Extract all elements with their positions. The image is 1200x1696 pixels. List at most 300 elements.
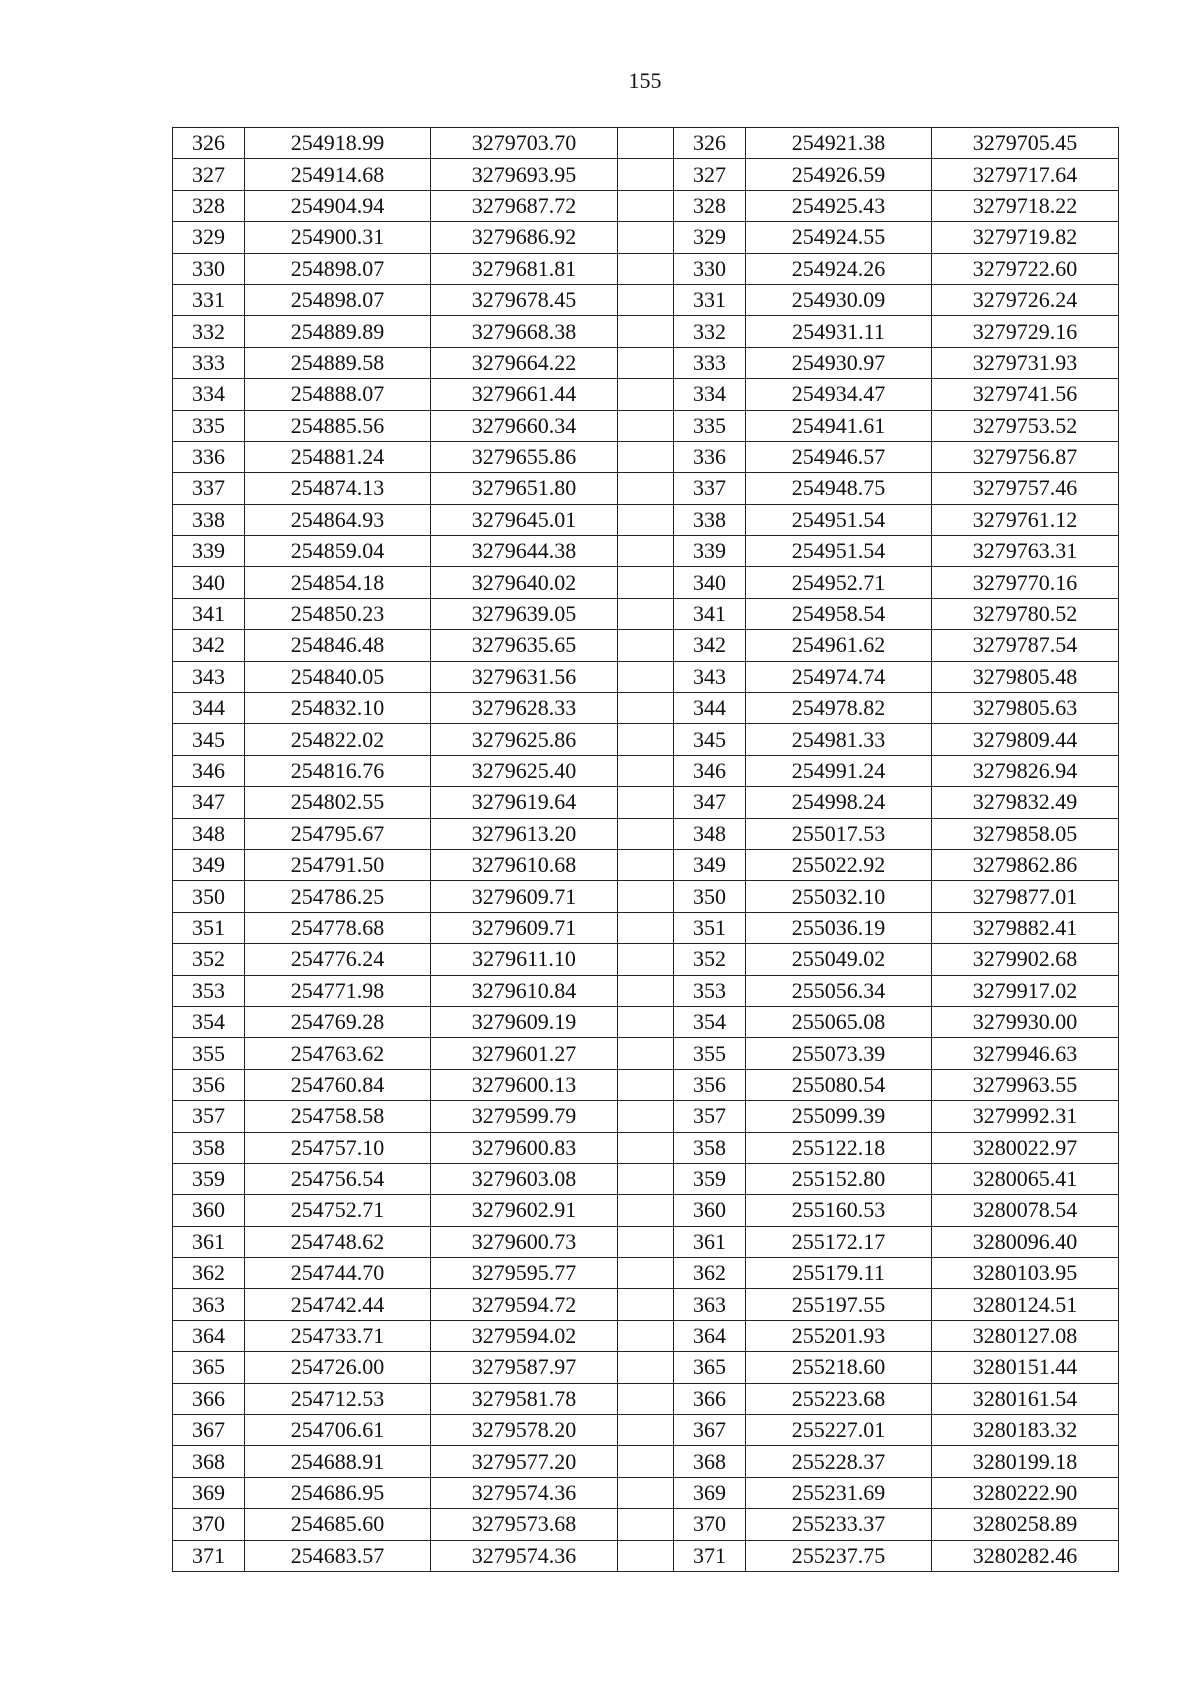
right-y-coordinate-cell: 3279761.12 [932,504,1119,535]
right-x-coordinate-cell: 255223.68 [746,1383,932,1414]
left-x-coordinate-cell: 254706.61 [245,1415,431,1446]
right-point-number-cell: 358 [674,1132,746,1163]
right-point-number-cell: 339 [674,536,746,567]
gap-cell [618,912,674,943]
left-point-number-cell: 357 [173,1101,245,1132]
left-y-coordinate-cell: 3279687.72 [431,190,618,221]
right-x-coordinate-cell: 254941.61 [746,410,932,441]
left-point-number-cell: 327 [173,159,245,190]
right-point-number-cell: 364 [674,1320,746,1351]
left-x-coordinate-cell: 254688.91 [245,1446,431,1477]
gap-cell [618,316,674,347]
right-y-coordinate-cell: 3279832.49 [932,787,1119,818]
right-x-coordinate-cell: 255099.39 [746,1101,932,1132]
coordinates-table-body [173,128,1119,1572]
left-point-number-cell: 353 [173,975,245,1006]
page-number: 155 [628,68,662,93]
coordinates-table [172,127,1119,1572]
right-point-number-cell: 370 [674,1509,746,1540]
left-y-coordinate-cell: 3279678.45 [431,284,618,315]
right-x-coordinate-cell: 254924.26 [746,253,932,284]
table-row [173,128,1119,159]
right-point-number-cell: 361 [674,1226,746,1257]
table-row [173,1038,1119,1069]
right-x-coordinate-cell: 254931.11 [746,316,932,347]
right-point-number-cell: 337 [674,473,746,504]
left-x-coordinate-cell: 254888.07 [245,379,431,410]
right-y-coordinate-cell: 3279757.46 [932,473,1119,504]
right-x-coordinate-cell: 254981.33 [746,724,932,755]
right-point-number-cell: 359 [674,1163,746,1194]
left-y-coordinate-cell: 3279655.86 [431,441,618,472]
left-point-number-cell: 345 [173,724,245,755]
right-point-number-cell: 360 [674,1195,746,1226]
gap-cell [618,818,674,849]
table-row [173,1195,1119,1226]
right-y-coordinate-cell: 3279917.02 [932,975,1119,1006]
left-y-coordinate-cell: 3279610.68 [431,849,618,880]
right-point-number-cell: 363 [674,1289,746,1320]
right-y-coordinate-cell: 3279992.31 [932,1101,1119,1132]
left-x-coordinate-cell: 254757.10 [245,1132,431,1163]
right-x-coordinate-cell: 255237.75 [746,1540,932,1571]
gap-cell [618,536,674,567]
right-x-coordinate-cell: 255233.37 [746,1509,932,1540]
right-point-number-cell: 369 [674,1477,746,1508]
right-x-coordinate-cell: 254991.24 [746,755,932,786]
table-row [173,630,1119,661]
left-x-coordinate-cell: 254686.95 [245,1477,431,1508]
gap-cell [618,222,674,253]
right-x-coordinate-cell: 254934.47 [746,379,932,410]
left-y-coordinate-cell: 3279640.02 [431,567,618,598]
right-point-number-cell: 326 [674,128,746,159]
left-point-number-cell: 370 [173,1509,245,1540]
table-row [173,881,1119,912]
right-y-coordinate-cell: 3279705.45 [932,128,1119,159]
right-point-number-cell: 350 [674,881,746,912]
gap-cell [618,1320,674,1351]
left-point-number-cell: 326 [173,128,245,159]
left-x-coordinate-cell: 254744.70 [245,1258,431,1289]
table-row [173,1163,1119,1194]
left-y-coordinate-cell: 3279664.22 [431,347,618,378]
table-row [173,912,1119,943]
table-row [173,1006,1119,1037]
left-y-coordinate-cell: 3279599.79 [431,1101,618,1132]
table-row [173,1477,1119,1508]
left-y-coordinate-cell: 3279686.92 [431,222,618,253]
right-x-coordinate-cell: 254974.74 [746,661,932,692]
right-y-coordinate-cell: 3279763.31 [932,536,1119,567]
left-point-number-cell: 363 [173,1289,245,1320]
left-x-coordinate-cell: 254840.05 [245,661,431,692]
gap-cell [618,1415,674,1446]
right-y-coordinate-cell: 3280096.40 [932,1226,1119,1257]
gap-cell [618,1258,674,1289]
table-row [173,787,1119,818]
gap-cell [618,1383,674,1414]
left-y-coordinate-cell: 3279625.86 [431,724,618,755]
left-y-coordinate-cell: 3279631.56 [431,661,618,692]
table-row [173,410,1119,441]
table-row [173,1415,1119,1446]
right-point-number-cell: 332 [674,316,746,347]
gap-cell [618,1446,674,1477]
right-x-coordinate-cell: 254961.62 [746,630,932,661]
left-x-coordinate-cell: 254763.62 [245,1038,431,1069]
left-x-coordinate-cell: 254752.71 [245,1195,431,1226]
left-point-number-cell: 369 [173,1477,245,1508]
left-point-number-cell: 366 [173,1383,245,1414]
table-row [173,1258,1119,1289]
left-y-coordinate-cell: 3279660.34 [431,410,618,441]
left-y-coordinate-cell: 3279603.08 [431,1163,618,1194]
left-x-coordinate-cell: 254802.55 [245,787,431,818]
left-x-coordinate-cell: 254864.93 [245,504,431,535]
right-point-number-cell: 351 [674,912,746,943]
right-point-number-cell: 341 [674,598,746,629]
left-x-coordinate-cell: 254712.53 [245,1383,431,1414]
gap-cell [618,159,674,190]
gap-cell [618,944,674,975]
left-point-number-cell: 330 [173,253,245,284]
table-row [173,379,1119,410]
left-y-coordinate-cell: 3279635.65 [431,630,618,661]
right-point-number-cell: 343 [674,661,746,692]
right-x-coordinate-cell: 255032.10 [746,881,932,912]
right-y-coordinate-cell: 3280078.54 [932,1195,1119,1226]
table-row [173,724,1119,755]
left-point-number-cell: 367 [173,1415,245,1446]
table-row [173,536,1119,567]
right-point-number-cell: 336 [674,441,746,472]
left-y-coordinate-cell: 3279693.95 [431,159,618,190]
left-x-coordinate-cell: 254683.57 [245,1540,431,1571]
table-row [173,849,1119,880]
right-y-coordinate-cell: 3279770.16 [932,567,1119,598]
right-x-coordinate-cell: 254978.82 [746,693,932,724]
left-point-number-cell: 371 [173,1540,245,1571]
right-x-coordinate-cell: 255017.53 [746,818,932,849]
gap-cell [618,661,674,692]
left-point-number-cell: 354 [173,1006,245,1037]
right-y-coordinate-cell: 3280151.44 [932,1352,1119,1383]
right-x-coordinate-cell: 255172.17 [746,1226,932,1257]
left-x-coordinate-cell: 254726.00 [245,1352,431,1383]
left-x-coordinate-cell: 254881.24 [245,441,431,472]
right-y-coordinate-cell: 3279826.94 [932,755,1119,786]
right-point-number-cell: 329 [674,222,746,253]
left-point-number-cell: 335 [173,410,245,441]
left-point-number-cell: 355 [173,1038,245,1069]
gap-cell [618,1163,674,1194]
left-x-coordinate-cell: 254904.94 [245,190,431,221]
gap-cell [618,630,674,661]
left-x-coordinate-cell: 254742.44 [245,1289,431,1320]
right-point-number-cell: 354 [674,1006,746,1037]
left-point-number-cell: 346 [173,755,245,786]
left-x-coordinate-cell: 254900.31 [245,222,431,253]
left-x-coordinate-cell: 254733.71 [245,1320,431,1351]
left-y-coordinate-cell: 3279573.68 [431,1509,618,1540]
left-y-coordinate-cell: 3279600.13 [431,1069,618,1100]
left-x-coordinate-cell: 254771.98 [245,975,431,1006]
left-y-coordinate-cell: 3279703.70 [431,128,618,159]
gap-cell [618,253,674,284]
left-point-number-cell: 358 [173,1132,245,1163]
right-y-coordinate-cell: 3279805.48 [932,661,1119,692]
left-y-coordinate-cell: 3279595.77 [431,1258,618,1289]
gap-cell [618,1540,674,1571]
gap-cell [618,1477,674,1508]
gap-cell [618,1101,674,1132]
table-row [173,755,1119,786]
gap-cell [618,1195,674,1226]
right-y-coordinate-cell: 3279963.55 [932,1069,1119,1100]
right-x-coordinate-cell: 255179.11 [746,1258,932,1289]
table-row [173,1226,1119,1257]
table-row [173,1101,1119,1132]
gap-cell [618,849,674,880]
right-y-coordinate-cell: 3279717.64 [932,159,1119,190]
left-x-coordinate-cell: 254760.84 [245,1069,431,1100]
right-point-number-cell: 334 [674,379,746,410]
gap-cell [618,975,674,1006]
right-y-coordinate-cell: 3280124.51 [932,1289,1119,1320]
right-point-number-cell: 357 [674,1101,746,1132]
left-y-coordinate-cell: 3279681.81 [431,253,618,284]
table-row [173,944,1119,975]
left-point-number-cell: 364 [173,1320,245,1351]
left-y-coordinate-cell: 3279594.72 [431,1289,618,1320]
right-x-coordinate-cell: 254924.55 [746,222,932,253]
right-y-coordinate-cell: 3279780.52 [932,598,1119,629]
left-point-number-cell: 342 [173,630,245,661]
left-point-number-cell: 328 [173,190,245,221]
left-point-number-cell: 334 [173,379,245,410]
left-point-number-cell: 332 [173,316,245,347]
left-y-coordinate-cell: 3279609.71 [431,881,618,912]
right-y-coordinate-cell: 3280282.46 [932,1540,1119,1571]
table-row [173,253,1119,284]
right-x-coordinate-cell: 254930.97 [746,347,932,378]
right-point-number-cell: 362 [674,1258,746,1289]
right-x-coordinate-cell: 255160.53 [746,1195,932,1226]
gap-cell [618,1006,674,1037]
right-point-number-cell: 335 [674,410,746,441]
left-y-coordinate-cell: 3279639.05 [431,598,618,629]
left-y-coordinate-cell: 3279602.91 [431,1195,618,1226]
right-y-coordinate-cell: 3279787.54 [932,630,1119,661]
right-y-coordinate-cell: 3279731.93 [932,347,1119,378]
gap-cell [618,1226,674,1257]
left-point-number-cell: 329 [173,222,245,253]
gap-cell [618,1509,674,1540]
left-y-coordinate-cell: 3279577.20 [431,1446,618,1477]
right-y-coordinate-cell: 3279946.63 [932,1038,1119,1069]
left-point-number-cell: 352 [173,944,245,975]
right-x-coordinate-cell: 254926.59 [746,159,932,190]
right-point-number-cell: 342 [674,630,746,661]
left-x-coordinate-cell: 254795.67 [245,818,431,849]
left-point-number-cell: 347 [173,787,245,818]
left-y-coordinate-cell: 3279581.78 [431,1383,618,1414]
right-point-number-cell: 367 [674,1415,746,1446]
table-row [173,473,1119,504]
left-y-coordinate-cell: 3279574.36 [431,1477,618,1508]
right-y-coordinate-cell: 3280065.41 [932,1163,1119,1194]
table-row [173,504,1119,535]
right-point-number-cell: 348 [674,818,746,849]
right-x-coordinate-cell: 255227.01 [746,1415,932,1446]
gap-cell [618,1069,674,1100]
left-x-coordinate-cell: 254898.07 [245,284,431,315]
left-x-coordinate-cell: 254859.04 [245,536,431,567]
right-point-number-cell: 356 [674,1069,746,1100]
right-y-coordinate-cell: 3279756.87 [932,441,1119,472]
left-y-coordinate-cell: 3279574.36 [431,1540,618,1571]
table-row [173,190,1119,221]
right-y-coordinate-cell: 3280183.32 [932,1415,1119,1446]
gap-cell [618,567,674,598]
left-y-coordinate-cell: 3279613.20 [431,818,618,849]
right-x-coordinate-cell: 255036.19 [746,912,932,943]
left-y-coordinate-cell: 3279644.38 [431,536,618,567]
right-y-coordinate-cell: 3280199.18 [932,1446,1119,1477]
gap-cell [618,347,674,378]
gap-cell [618,128,674,159]
right-y-coordinate-cell: 3280022.97 [932,1132,1119,1163]
right-x-coordinate-cell: 255022.92 [746,849,932,880]
right-y-coordinate-cell: 3280222.90 [932,1477,1119,1508]
gap-cell [618,598,674,629]
left-point-number-cell: 356 [173,1069,245,1100]
left-x-coordinate-cell: 254685.60 [245,1509,431,1540]
table-row [173,159,1119,190]
table-row [173,441,1119,472]
gap-cell [618,724,674,755]
right-point-number-cell: 331 [674,284,746,315]
right-point-number-cell: 328 [674,190,746,221]
table-row [173,1289,1119,1320]
left-point-number-cell: 361 [173,1226,245,1257]
right-point-number-cell: 333 [674,347,746,378]
left-y-coordinate-cell: 3279611.10 [431,944,618,975]
left-point-number-cell: 339 [173,536,245,567]
right-y-coordinate-cell: 3279726.24 [932,284,1119,315]
right-point-number-cell: 366 [674,1383,746,1414]
right-y-coordinate-cell: 3279729.16 [932,316,1119,347]
gap-cell [618,881,674,912]
left-y-coordinate-cell: 3279600.73 [431,1226,618,1257]
table-row [173,598,1119,629]
table-row [173,1383,1119,1414]
right-x-coordinate-cell: 255201.93 [746,1320,932,1351]
table-row [173,975,1119,1006]
right-point-number-cell: 352 [674,944,746,975]
right-x-coordinate-cell: 255218.60 [746,1352,932,1383]
left-x-coordinate-cell: 254885.56 [245,410,431,441]
table-row [173,1446,1119,1477]
table-row [173,1540,1119,1571]
right-point-number-cell: 340 [674,567,746,598]
right-y-coordinate-cell: 3279858.05 [932,818,1119,849]
left-x-coordinate-cell: 254786.25 [245,881,431,912]
left-x-coordinate-cell: 254832.10 [245,693,431,724]
left-point-number-cell: 343 [173,661,245,692]
table-row [173,316,1119,347]
gap-cell [618,190,674,221]
table-row [173,818,1119,849]
left-y-coordinate-cell: 3279600.83 [431,1132,618,1163]
left-x-coordinate-cell: 254846.48 [245,630,431,661]
right-point-number-cell: 349 [674,849,746,880]
gap-cell [618,504,674,535]
right-x-coordinate-cell: 255122.18 [746,1132,932,1163]
right-point-number-cell: 330 [674,253,746,284]
left-x-coordinate-cell: 254874.13 [245,473,431,504]
right-y-coordinate-cell: 3280258.89 [932,1509,1119,1540]
left-x-coordinate-cell: 254748.62 [245,1226,431,1257]
right-y-coordinate-cell: 3280103.95 [932,1258,1119,1289]
left-y-coordinate-cell: 3279628.33 [431,693,618,724]
right-x-coordinate-cell: 255049.02 [746,944,932,975]
gap-cell [618,755,674,786]
left-point-number-cell: 368 [173,1446,245,1477]
table-row [173,567,1119,598]
right-x-coordinate-cell: 254948.75 [746,473,932,504]
right-x-coordinate-cell: 254951.54 [746,536,932,567]
left-point-number-cell: 365 [173,1352,245,1383]
gap-cell [618,787,674,818]
right-x-coordinate-cell: 254952.71 [746,567,932,598]
gap-cell [618,1352,674,1383]
right-x-coordinate-cell: 254930.09 [746,284,932,315]
left-point-number-cell: 331 [173,284,245,315]
right-x-coordinate-cell: 255065.08 [746,1006,932,1037]
table-row [173,347,1119,378]
right-x-coordinate-cell: 254925.43 [746,190,932,221]
left-point-number-cell: 344 [173,693,245,724]
right-x-coordinate-cell: 255228.37 [746,1446,932,1477]
left-point-number-cell: 333 [173,347,245,378]
left-point-number-cell: 336 [173,441,245,472]
table-row [173,693,1119,724]
gap-cell [618,284,674,315]
left-point-number-cell: 340 [173,567,245,598]
right-y-coordinate-cell: 3279882.41 [932,912,1119,943]
left-x-coordinate-cell: 254889.58 [245,347,431,378]
left-y-coordinate-cell: 3279609.19 [431,1006,618,1037]
left-y-coordinate-cell: 3279661.44 [431,379,618,410]
left-point-number-cell: 360 [173,1195,245,1226]
left-point-number-cell: 351 [173,912,245,943]
left-y-coordinate-cell: 3279645.01 [431,504,618,535]
left-y-coordinate-cell: 3279601.27 [431,1038,618,1069]
right-x-coordinate-cell: 254958.54 [746,598,932,629]
right-x-coordinate-cell: 255080.54 [746,1069,932,1100]
right-y-coordinate-cell: 3279741.56 [932,379,1119,410]
left-y-coordinate-cell: 3279651.80 [431,473,618,504]
left-x-coordinate-cell: 254791.50 [245,849,431,880]
gap-cell [618,1038,674,1069]
right-x-coordinate-cell: 254946.57 [746,441,932,472]
left-x-coordinate-cell: 254758.58 [245,1101,431,1132]
right-point-number-cell: 368 [674,1446,746,1477]
left-x-coordinate-cell: 254918.99 [245,128,431,159]
left-x-coordinate-cell: 254889.89 [245,316,431,347]
